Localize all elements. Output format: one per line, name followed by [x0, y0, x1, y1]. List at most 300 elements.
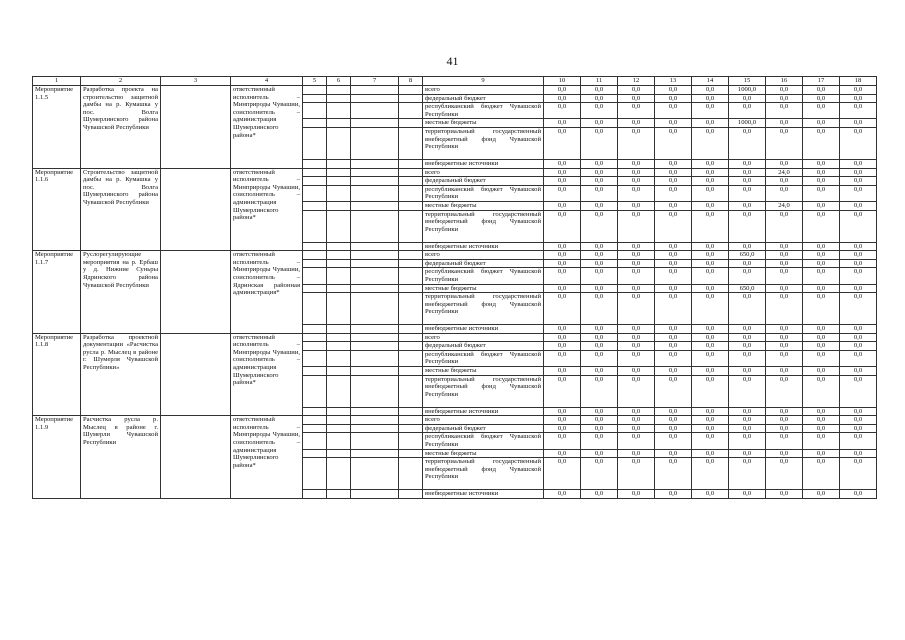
funding-source: местные бюджеты [423, 119, 544, 128]
empty-cell [303, 490, 327, 499]
funding-value: 0,0 [692, 333, 729, 342]
funding-value: 0,0 [581, 86, 618, 95]
funding-source: территориальный государственный внебюджетный фонд Чувашской Республики [423, 127, 544, 159]
measure-code: Мероприятие 1.1.6 [33, 168, 81, 251]
funding-value: 0,0 [803, 490, 840, 499]
empty-cell [303, 293, 327, 325]
funding-value: 0,0 [729, 424, 766, 433]
funding-source: местные бюджеты [423, 284, 544, 293]
funding-value: 0,0 [618, 168, 655, 177]
funding-value: 0,0 [692, 433, 729, 449]
empty-cell [303, 201, 327, 210]
funding-value: 0,0 [655, 449, 692, 458]
funding-value: 0,0 [840, 407, 877, 416]
funding-value: 0,0 [729, 201, 766, 210]
funding-value: 0,0 [618, 416, 655, 425]
funding-value: 0,0 [544, 333, 581, 342]
empty-cell [351, 490, 399, 499]
funding-value: 0,0 [581, 185, 618, 201]
funding-value: 0,0 [766, 86, 803, 95]
empty-cell [161, 333, 231, 416]
funding-value: 0,0 [581, 259, 618, 268]
empty-cell [327, 86, 351, 95]
funding-source: всего [423, 168, 544, 177]
funding-value: 0,0 [803, 325, 840, 334]
funding-value: 0,0 [544, 367, 581, 376]
funding-value: 1000,0 [729, 86, 766, 95]
funding-value: 0,0 [840, 433, 877, 449]
funding-value: 0,0 [581, 119, 618, 128]
funding-value: 0,0 [655, 268, 692, 284]
funding-value: 0,0 [729, 407, 766, 416]
empty-cell [327, 293, 351, 325]
funding-value: 0,0 [766, 293, 803, 325]
funding-value: 0,0 [544, 293, 581, 325]
empty-cell [399, 433, 423, 449]
funding-source: республиканский бюджет Чувашской Республики [423, 103, 544, 119]
empty-cell [327, 159, 351, 168]
funding-value: 0,0 [655, 333, 692, 342]
funding-value: 0,0 [766, 367, 803, 376]
funding-value: 0,0 [692, 268, 729, 284]
funding-value: 0,0 [840, 119, 877, 128]
empty-cell [303, 86, 327, 95]
funding-value: 0,0 [766, 251, 803, 260]
funding-value: 0,0 [692, 375, 729, 407]
empty-cell [399, 490, 423, 499]
funding-value: 0,0 [729, 333, 766, 342]
funding-value: 0,0 [581, 159, 618, 168]
empty-cell [303, 119, 327, 128]
empty-cell [351, 424, 399, 433]
funding-source: внебюджетные источники [423, 325, 544, 334]
funding-value: 0,0 [618, 242, 655, 251]
funding-value: 0,0 [544, 375, 581, 407]
empty-cell [303, 449, 327, 458]
funding-value: 1000,0 [729, 119, 766, 128]
funding-value: 0,0 [692, 342, 729, 351]
column-number: 15 [729, 77, 766, 86]
funding-value: 0,0 [840, 375, 877, 407]
empty-cell [351, 407, 399, 416]
funding-value: 0,0 [618, 259, 655, 268]
funding-value: 0,0 [803, 433, 840, 449]
funding-value: 0,0 [840, 177, 877, 186]
funding-value: 0,0 [544, 416, 581, 425]
funding-value: 0,0 [729, 342, 766, 351]
funding-value: 0,0 [766, 433, 803, 449]
funding-value: 0,0 [618, 350, 655, 366]
funding-value: 0,0 [581, 407, 618, 416]
empty-cell [161, 251, 231, 334]
funding-value: 0,0 [803, 103, 840, 119]
funding-source: местные бюджеты [423, 201, 544, 210]
funding-value: 0,0 [581, 177, 618, 186]
empty-cell [351, 416, 399, 425]
funding-value: 0,0 [766, 103, 803, 119]
empty-cell [303, 458, 327, 490]
funding-value: 0,0 [581, 375, 618, 407]
funding-value: 0,0 [692, 127, 729, 159]
funding-value: 0,0 [544, 86, 581, 95]
funding-source: республиканский бюджет Чувашской Республики [423, 185, 544, 201]
funding-value: 0,0 [729, 242, 766, 251]
empty-cell [351, 251, 399, 260]
funding-value: 0,0 [729, 177, 766, 186]
funding-value: 0,0 [766, 242, 803, 251]
empty-cell [327, 490, 351, 499]
funding-value: 0,0 [655, 433, 692, 449]
funding-source: всего [423, 333, 544, 342]
funding-value: 0,0 [544, 159, 581, 168]
column-number: 11 [581, 77, 618, 86]
funding-value: 0,0 [729, 416, 766, 425]
empty-cell [399, 342, 423, 351]
table-row [33, 251, 877, 260]
funding-value: 0,0 [729, 375, 766, 407]
funding-value: 0,0 [692, 407, 729, 416]
funding-value: 0,0 [692, 259, 729, 268]
empty-cell [399, 259, 423, 268]
funding-value: 0,0 [618, 159, 655, 168]
funding-value: 0,0 [766, 458, 803, 490]
funding-value: 0,0 [803, 424, 840, 433]
funding-value: 0,0 [803, 251, 840, 260]
empty-cell [351, 201, 399, 210]
funding-value: 650,0 [729, 284, 766, 293]
empty-cell [399, 350, 423, 366]
funding-value: 0,0 [803, 293, 840, 325]
funding-value: 0,0 [544, 251, 581, 260]
funding-value: 0,0 [840, 458, 877, 490]
funding-value: 0,0 [655, 350, 692, 366]
empty-cell [351, 350, 399, 366]
funding-value: 0,0 [692, 424, 729, 433]
funding-value: 0,0 [618, 127, 655, 159]
funding-source: внебюджетные источники [423, 242, 544, 251]
empty-cell [327, 333, 351, 342]
funding-value: 0,0 [803, 127, 840, 159]
funding-value: 0,0 [840, 185, 877, 201]
empty-cell [327, 433, 351, 449]
funding-value: 0,0 [581, 350, 618, 366]
funding-value: 0,0 [544, 284, 581, 293]
empty-cell [399, 293, 423, 325]
column-number: 13 [655, 77, 692, 86]
funding-value: 0,0 [803, 168, 840, 177]
funding-value: 0,0 [655, 103, 692, 119]
empty-cell [327, 424, 351, 433]
table-body [33, 86, 877, 499]
empty-cell [161, 416, 231, 499]
measure-code: Мероприятие 1.1.5 [33, 86, 81, 169]
funding-value: 0,0 [766, 159, 803, 168]
funding-value: 0,0 [581, 284, 618, 293]
funding-value: 0,0 [581, 367, 618, 376]
column-number: 3 [161, 77, 231, 86]
funding-value: 0,0 [692, 449, 729, 458]
empty-cell [351, 177, 399, 186]
empty-cell [351, 293, 399, 325]
funding-value: 0,0 [803, 259, 840, 268]
empty-cell [399, 86, 423, 95]
column-number: 8 [399, 77, 423, 86]
empty-cell [399, 416, 423, 425]
column-number: 12 [618, 77, 655, 86]
funding-value: 0,0 [655, 201, 692, 210]
funding-value: 0,0 [729, 458, 766, 490]
funding-value: 0,0 [581, 293, 618, 325]
empty-cell [399, 284, 423, 293]
funding-value: 0,0 [581, 268, 618, 284]
funding-value: 0,0 [840, 242, 877, 251]
empty-cell [327, 449, 351, 458]
funding-source: федеральный бюджет [423, 177, 544, 186]
empty-cell [161, 168, 231, 251]
empty-cell [399, 375, 423, 407]
funding-value: 0,0 [544, 242, 581, 251]
column-number: 16 [766, 77, 803, 86]
empty-cell [399, 103, 423, 119]
funding-value: 0,0 [618, 458, 655, 490]
funding-value: 0,0 [544, 119, 581, 128]
measure-name: Разработка проекта на строительство защитной дамбы на р. Кумашка у пос. Волга Шумерлинского района Чувашской Республики [81, 86, 161, 169]
funding-source: федеральный бюджет [423, 424, 544, 433]
funding-value: 0,0 [655, 168, 692, 177]
funding-value: 0,0 [544, 185, 581, 201]
funding-value: 0,0 [803, 119, 840, 128]
program-table [32, 76, 877, 499]
funding-value: 0,0 [692, 293, 729, 325]
funding-value: 0,0 [803, 407, 840, 416]
empty-cell [327, 242, 351, 251]
empty-cell [303, 284, 327, 293]
funding-value: 0,0 [803, 416, 840, 425]
empty-cell [327, 268, 351, 284]
funding-value: 0,0 [618, 367, 655, 376]
funding-value: 0,0 [544, 168, 581, 177]
funding-source: всего [423, 251, 544, 260]
empty-cell [399, 177, 423, 186]
funding-value: 0,0 [618, 293, 655, 325]
funding-value: 0,0 [581, 449, 618, 458]
funding-value: 0,0 [692, 210, 729, 242]
page-number: 41 [446, 54, 459, 68]
funding-value: 0,0 [840, 342, 877, 351]
empty-cell [303, 416, 327, 425]
funding-source: федеральный бюджет [423, 342, 544, 351]
measure-code: Мероприятие 1.1.8 [33, 333, 81, 416]
empty-cell [303, 342, 327, 351]
funding-value: 0,0 [655, 94, 692, 103]
measure-code: Мероприятие 1.1.9 [33, 416, 81, 499]
funding-value: 24,0 [766, 168, 803, 177]
empty-cell [327, 367, 351, 376]
column-number: 6 [327, 77, 351, 86]
funding-value: 0,0 [803, 458, 840, 490]
funding-value: 0,0 [766, 449, 803, 458]
funding-value: 0,0 [803, 342, 840, 351]
funding-value: 0,0 [692, 416, 729, 425]
funding-value: 0,0 [840, 449, 877, 458]
funding-value: 0,0 [692, 490, 729, 499]
funding-value: 0,0 [729, 94, 766, 103]
funding-value: 0,0 [803, 185, 840, 201]
funding-value: 0,0 [655, 86, 692, 95]
funding-value: 0,0 [766, 333, 803, 342]
empty-cell [351, 375, 399, 407]
empty-cell [399, 168, 423, 177]
funding-value: 0,0 [618, 185, 655, 201]
empty-cell [327, 416, 351, 425]
measure-executor: ответственный исполнитель – Минприроды Чувашии, соисполнитель – администрация Шумерлинского района* [231, 168, 303, 251]
empty-cell [351, 268, 399, 284]
empty-cell [327, 458, 351, 490]
funding-value: 0,0 [618, 325, 655, 334]
funding-value: 0,0 [618, 251, 655, 260]
table-row [33, 416, 877, 425]
funding-value: 0,0 [581, 242, 618, 251]
empty-cell [327, 168, 351, 177]
funding-value: 0,0 [766, 127, 803, 159]
measure-code: Мероприятие 1.1.7 [33, 251, 81, 334]
empty-cell [327, 103, 351, 119]
funding-value: 0,0 [581, 433, 618, 449]
empty-cell [351, 103, 399, 119]
funding-value: 24,0 [766, 201, 803, 210]
measure-name: Разработка проектной документации «Расчистка русла р. Мыслец в районе г. Шумерля Чувашской Республики» [81, 333, 161, 416]
funding-value: 0,0 [581, 103, 618, 119]
funding-value: 0,0 [544, 449, 581, 458]
funding-value: 0,0 [655, 127, 692, 159]
empty-cell [399, 458, 423, 490]
empty-cell [399, 251, 423, 260]
funding-value: 0,0 [803, 86, 840, 95]
empty-cell [399, 449, 423, 458]
empty-cell [351, 159, 399, 168]
funding-value: 0,0 [618, 407, 655, 416]
funding-source: федеральный бюджет [423, 259, 544, 268]
funding-value: 0,0 [544, 103, 581, 119]
funding-value: 0,0 [692, 201, 729, 210]
funding-value: 0,0 [840, 367, 877, 376]
funding-value: 0,0 [581, 416, 618, 425]
measure-name: Строительство защитной дамбы на р. Кумашка у пос. Волга Шумерлинского района Чувашской Республики [81, 168, 161, 251]
funding-value: 0,0 [544, 94, 581, 103]
funding-value: 0,0 [618, 103, 655, 119]
funding-value: 0,0 [581, 210, 618, 242]
column-number: 1 [33, 77, 81, 86]
funding-value: 0,0 [692, 242, 729, 251]
funding-value: 0,0 [581, 490, 618, 499]
funding-value: 0,0 [766, 416, 803, 425]
empty-cell [303, 242, 327, 251]
funding-source: внебюджетные источники [423, 490, 544, 499]
empty-cell [303, 259, 327, 268]
funding-value: 0,0 [544, 407, 581, 416]
funding-value: 0,0 [655, 284, 692, 293]
funding-value: 0,0 [692, 185, 729, 201]
empty-cell [399, 185, 423, 201]
funding-value: 0,0 [581, 127, 618, 159]
empty-cell [327, 325, 351, 334]
funding-value: 0,0 [544, 127, 581, 159]
funding-value: 0,0 [803, 242, 840, 251]
empty-cell [399, 242, 423, 251]
funding-value: 0,0 [544, 201, 581, 210]
empty-cell [399, 94, 423, 103]
funding-value: 0,0 [803, 449, 840, 458]
funding-value: 0,0 [840, 424, 877, 433]
empty-cell [303, 251, 327, 260]
funding-value: 0,0 [729, 433, 766, 449]
funding-value: 0,0 [729, 293, 766, 325]
funding-value: 0,0 [581, 251, 618, 260]
funding-value: 0,0 [618, 284, 655, 293]
empty-cell [303, 333, 327, 342]
table-row [33, 333, 877, 342]
empty-cell [303, 103, 327, 119]
funding-value: 0,0 [766, 259, 803, 268]
empty-cell [351, 119, 399, 128]
funding-value: 0,0 [655, 177, 692, 186]
column-number-row [33, 77, 877, 86]
funding-value: 0,0 [655, 407, 692, 416]
funding-value: 650,0 [729, 251, 766, 260]
funding-value: 0,0 [840, 127, 877, 159]
funding-value: 0,0 [618, 119, 655, 128]
column-number: 14 [692, 77, 729, 86]
table-row [33, 86, 877, 95]
funding-value: 0,0 [618, 490, 655, 499]
measure-executor: ответственный исполнитель – Минприроды Чувашии, соисполнитель – администрация Шумерлинского района* [231, 86, 303, 169]
empty-cell [327, 201, 351, 210]
funding-source: территориальный государственный внебюджетный фонд Чувашской Республики [423, 458, 544, 490]
empty-cell [327, 251, 351, 260]
funding-value: 0,0 [655, 159, 692, 168]
funding-value: 0,0 [840, 416, 877, 425]
funding-value: 0,0 [618, 94, 655, 103]
empty-cell [351, 449, 399, 458]
funding-value: 0,0 [729, 168, 766, 177]
funding-value: 0,0 [766, 177, 803, 186]
empty-cell [399, 333, 423, 342]
funding-value: 0,0 [618, 268, 655, 284]
funding-source: территориальный государственный внебюджетный фонд Чувашской Республики [423, 375, 544, 407]
empty-cell [327, 375, 351, 407]
empty-cell [351, 333, 399, 342]
funding-value: 0,0 [618, 424, 655, 433]
empty-cell [327, 127, 351, 159]
empty-cell [303, 407, 327, 416]
measure-executor: ответственный исполнитель – Минприроды Чувашии, соисполнитель – Ядринская районная администрация* [231, 251, 303, 334]
empty-cell [303, 177, 327, 186]
column-number: 5 [303, 77, 327, 86]
measure-executor: ответственный исполнитель – Минприроды Чувашии, соисполнитель – администрация Шумерлинского района* [231, 333, 303, 416]
funding-value: 0,0 [803, 268, 840, 284]
funding-source: всего [423, 416, 544, 425]
empty-cell [327, 94, 351, 103]
funding-value: 0,0 [618, 342, 655, 351]
funding-value: 0,0 [729, 127, 766, 159]
funding-value: 0,0 [655, 259, 692, 268]
funding-value: 0,0 [655, 367, 692, 376]
empty-cell [399, 127, 423, 159]
funding-value: 0,0 [544, 259, 581, 268]
empty-cell [303, 168, 327, 177]
empty-cell [303, 210, 327, 242]
measure-name: Руслорегулирующие мероприятия на р. Ербаш у д. Нижние Суньры Ядринского района Чувашской Республики [81, 251, 161, 334]
